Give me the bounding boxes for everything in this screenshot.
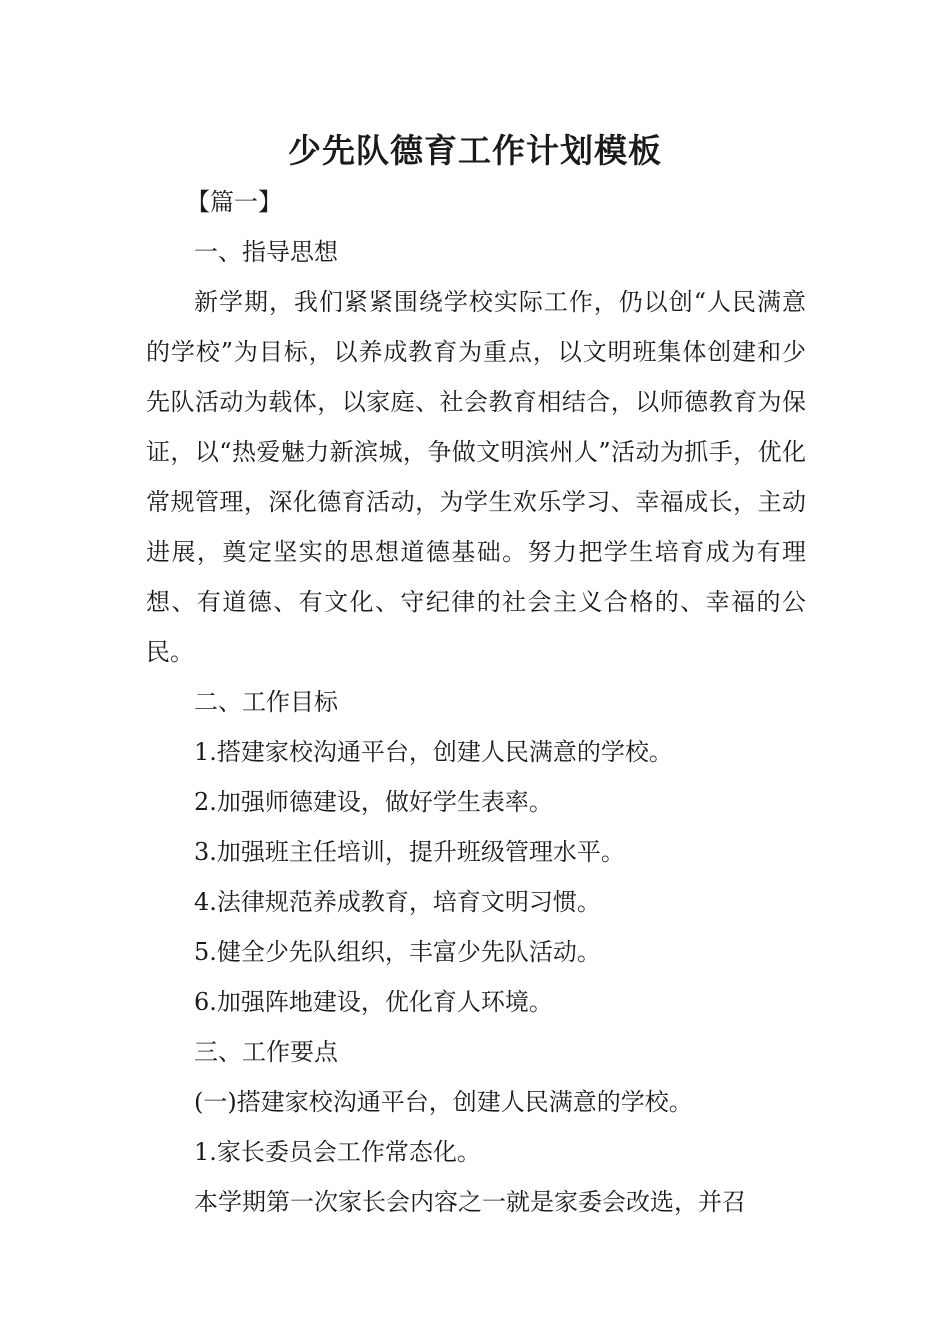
- goal-item-5: 5.健全少先队组织，丰富少先队活动。: [194, 938, 601, 966]
- section-marker: 【篇一】: [186, 188, 282, 216]
- heading-key-points: 三、工作要点: [194, 1038, 338, 1066]
- heading-goals: 二、工作目标: [194, 688, 338, 716]
- document-body: [146, 177, 806, 1227]
- goal-item-3: 3.加强班主任培训，提升班级管理水平。: [194, 838, 625, 866]
- paragraph-guiding: 新学期，我们紧紧围绕学校实际工作，仍以创“人民满意的学校”为目标，以养成教育为重点，以文明班集体创建和少先队活动为载体，以家庭、社会教育相结合，以师德教育为保证，以“热爱魅力新滨城，争做文明滨州人”活动为抓手，优化常规管理，深化德育活动，为学生欢乐学习、幸福成长，主动进展，奠定坚实的思想道德基础。努力把学生培育成为有理想、有道德、有文化、守纪律的社会主义合格的、幸福的公民。: [146, 288, 806, 666]
- goal-item-6: 6.加强阵地建设，优化育人环境。: [194, 988, 553, 1016]
- paragraph-key-points: 本学期第一次家长会内容之一就是家委会改选，并召: [194, 1188, 746, 1216]
- heading-guiding: 一、指导思想: [194, 238, 338, 266]
- goal-item-1: 1.搭建家校沟通平台，创建人民满意的学校。: [194, 738, 673, 766]
- goal-item-4: 4.法律规范养成教育，培育文明习惯。: [194, 888, 601, 916]
- sub-heading-key-points: (一)搭建家校沟通平台，创建人民满意的学校。: [194, 1088, 693, 1116]
- goal-item-2: 2.加强师德建设，做好学生表率。: [194, 788, 553, 816]
- document-title: 少先队德育工作计划模板: [288, 131, 662, 170]
- key-point-item-1: 1.家长委员会工作常态化。: [194, 1138, 481, 1166]
